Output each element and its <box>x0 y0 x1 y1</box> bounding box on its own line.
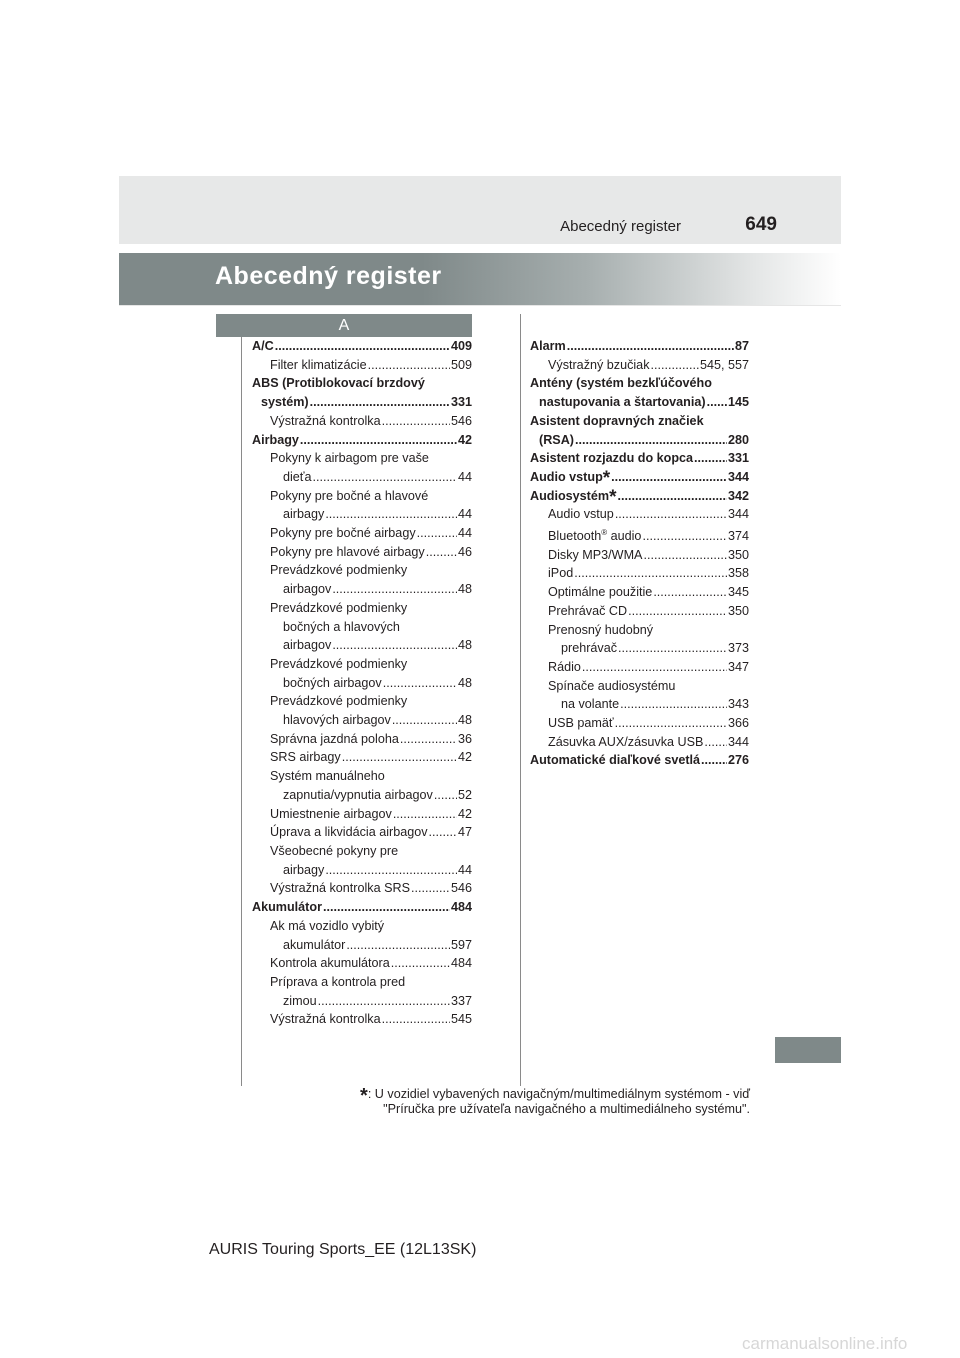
dot-leader <box>618 639 727 658</box>
dot-leader <box>434 786 457 805</box>
entry-page-number: 344 <box>727 469 749 484</box>
entry-page-number: 48 <box>457 713 472 728</box>
index-subentry <box>530 505 749 524</box>
index-left-column <box>252 337 472 1029</box>
watermark: carmanualsonline.info <box>742 1334 908 1353</box>
footnote <box>300 1087 750 1117</box>
dot-leader <box>582 658 727 677</box>
entry-text: Pokyny pre hlavové airbagy <box>270 544 425 559</box>
dot-leader <box>342 748 457 767</box>
entry-text: nastupovania a štartovania) <box>539 395 706 410</box>
entry-page-number: 42 <box>457 806 472 821</box>
entry-page-number: 546 <box>450 881 472 896</box>
index-subentry <box>252 505 472 524</box>
index-letter-header: A <box>216 314 472 337</box>
entry-page-number: 87 <box>734 339 749 353</box>
dot-leader <box>618 487 727 506</box>
index-subentry: Ak má vozidlo vybitý <box>270 918 385 933</box>
dot-leader <box>574 564 727 583</box>
chapter-thumb-tab <box>775 1037 841 1063</box>
dot-leader <box>694 449 727 468</box>
dot-leader <box>325 505 457 524</box>
entry-page-number: 342 <box>727 488 749 503</box>
dot-leader <box>325 861 457 880</box>
dot-leader <box>382 1010 450 1029</box>
entry-page-number: 546 <box>450 413 472 428</box>
entry-page-number: 509 <box>450 357 472 372</box>
index-subentry <box>530 583 749 602</box>
entry-page-number: 345 <box>727 585 749 600</box>
index-subentry <box>252 524 472 543</box>
entry-text: USB pamäť <box>548 716 614 731</box>
entry-text: SRS airbagy <box>270 750 341 765</box>
dot-leader <box>620 695 727 714</box>
entry-text: Optimálne použitie <box>548 585 653 600</box>
entry-text: A/C <box>252 339 274 353</box>
index-subentry <box>252 468 472 487</box>
dot-leader <box>300 431 457 450</box>
entry-page-number: 373 <box>727 641 749 656</box>
index-subentry <box>252 711 472 730</box>
dot-leader <box>575 431 727 450</box>
index-subentry <box>252 992 472 1011</box>
index-subentry: Prevádzkové podmienky <box>270 563 408 578</box>
index-subentry <box>530 602 749 621</box>
index-subentry <box>252 674 472 693</box>
index-entry: Antény (systém bezkľúčového <box>530 376 712 391</box>
entry-page-number: 347 <box>727 659 749 674</box>
index-entry <box>530 468 749 487</box>
index-subentry <box>252 879 472 898</box>
entry-page-number: 42 <box>457 750 472 765</box>
index-subentry <box>252 543 472 562</box>
entry-text: airbagy <box>283 507 325 522</box>
index-entry <box>252 393 472 412</box>
entry-page-number: 44 <box>457 469 472 484</box>
index-subentry: Prevádzkové podmienky <box>270 694 408 709</box>
entry-page-number: 545 <box>450 1012 472 1027</box>
entry-page-number: 46 <box>457 544 472 559</box>
entry-text: dieťa <box>283 469 312 484</box>
index-subentry: Prenosný hudobný <box>548 622 654 637</box>
entry-page-number: 366 <box>727 716 749 731</box>
dot-leader <box>653 583 727 602</box>
entry-page-number: 343 <box>727 697 749 712</box>
index-subentry <box>530 639 749 658</box>
index-entry <box>530 337 749 356</box>
index-subentry <box>252 580 472 599</box>
running-header-section-title: Abecedný register <box>560 218 681 235</box>
index-subentry <box>530 714 749 733</box>
index-subentry <box>530 546 749 565</box>
index-entry <box>252 431 472 450</box>
page-number: 649 <box>745 214 777 235</box>
entry-page-number: 350 <box>727 547 749 562</box>
index-subentry <box>252 954 472 973</box>
entry-page-number: 344 <box>727 507 749 522</box>
index-subentry: bočných a hlavových <box>283 619 400 634</box>
footnote-line-1: : U vozidiel vybavených navigačným/multimediálnym systémom - viď <box>367 1087 750 1101</box>
entry-text: (RSA) <box>539 432 574 447</box>
entry-page-number: 280 <box>727 432 749 447</box>
dot-leader <box>310 393 450 412</box>
entry-page-number: 545, 557 <box>699 357 749 372</box>
dot-leader <box>332 636 457 655</box>
dot-leader <box>643 546 727 565</box>
dot-leader <box>628 602 727 621</box>
index-subentry <box>252 805 472 824</box>
entry-text: na volante <box>561 697 620 712</box>
entry-page-number: 484 <box>450 956 472 971</box>
entry-page-number: 42 <box>457 432 472 447</box>
entry-text: Prehrávač CD <box>548 603 628 618</box>
entry-page-number: 331 <box>450 395 472 410</box>
entry-text: Výstražná kontrolka SRS <box>270 881 410 896</box>
index-subentry <box>252 1010 472 1029</box>
left-column-rule <box>241 314 242 1086</box>
dot-leader <box>392 711 457 730</box>
index-subentry <box>530 695 749 714</box>
entry-text: Výstražná kontrolka <box>270 413 381 428</box>
dot-leader <box>704 733 727 752</box>
index-subentry <box>252 356 472 375</box>
index-subentry <box>530 658 749 677</box>
index-entry <box>252 898 472 917</box>
entry-text: Disky MP3/WMA <box>548 547 643 562</box>
entry-page-number: 47 <box>457 825 472 840</box>
dot-leader <box>383 674 457 693</box>
entry-page-number: 276 <box>727 753 749 768</box>
index-subentry: Príprava a kontrola pred <box>270 974 406 989</box>
entry-text: Umiestnenie airbagov <box>270 806 392 821</box>
index-subentry: Pokyny pre bočné a hlavové <box>270 488 429 503</box>
entry-page-number: 409 <box>450 339 472 353</box>
entry-text: Rádio <box>548 659 581 674</box>
entry-page-number: 337 <box>450 993 472 1008</box>
entry-text: akumulátor <box>283 937 346 952</box>
dot-leader <box>411 879 450 898</box>
index-entry: Asistent dopravných značiek <box>530 413 704 428</box>
entry-page-number: 48 <box>457 582 472 597</box>
index-subentry: Spínače audiosystému <box>548 678 676 693</box>
dot-leader <box>332 580 457 599</box>
entry-page-number: 597 <box>450 937 472 952</box>
index-subentry <box>252 748 472 767</box>
dot-leader <box>429 823 457 842</box>
index-right-column <box>530 337 749 770</box>
entry-text: iPod <box>548 566 574 581</box>
index-subentry <box>252 786 472 805</box>
entry-text: airbagy <box>283 862 325 877</box>
entry-text: Bluetooth® audio <box>548 528 642 544</box>
index-subentry: Prevádzkové podmienky <box>270 656 408 671</box>
index-subentry <box>252 861 472 880</box>
index-subentry <box>252 412 472 431</box>
dot-leader <box>642 527 727 546</box>
entry-page-number: 145 <box>727 395 749 410</box>
entry-text: Úprava a likvidácia airbagov <box>270 825 428 840</box>
entry-page-number: 48 <box>457 675 472 690</box>
entry-text: Filter klimatizácie <box>270 357 367 372</box>
index-entry <box>530 487 749 506</box>
index-subentry <box>252 936 472 955</box>
entry-text: Automatické diaľkové svetlá <box>530 753 701 768</box>
index-subentry <box>530 564 749 583</box>
index-subentry: Všeobecné pokyny pre <box>270 843 399 858</box>
footnote-star: * <box>602 467 611 489</box>
footnote-line-2: "Príručka pre užívateľa navigačného a multimediálneho systému". <box>383 1102 750 1116</box>
entry-page-number: 36 <box>457 731 472 746</box>
entry-text: Airbagy <box>252 432 299 447</box>
entry-page-number: 44 <box>457 507 472 522</box>
entry-text: Správna jazdná poloha <box>270 731 399 746</box>
entry-text: zimou <box>283 993 317 1008</box>
entry-page-number: 484 <box>450 900 472 915</box>
dot-leader <box>611 468 727 487</box>
entry-text: Audio vstup <box>548 507 614 522</box>
index-entry <box>530 393 749 412</box>
title-banner <box>119 253 841 305</box>
footer-model-code: AURIS Touring Sports_EE (12L13SK) <box>209 1241 477 1258</box>
index-entry <box>252 337 472 356</box>
dot-leader <box>707 393 727 412</box>
index-subentry: Pokyny k airbagom pre vaše <box>270 451 429 466</box>
running-header <box>119 176 841 244</box>
footnote-marker: * <box>360 1085 368 1107</box>
dot-leader <box>615 505 727 524</box>
entry-page-number: 44 <box>457 526 472 541</box>
center-column-rule <box>520 314 521 1086</box>
dot-leader <box>391 954 450 973</box>
index-subentry <box>530 733 749 752</box>
entry-text: hlavových airbagov <box>283 713 391 728</box>
entry-text: airbagov <box>283 582 332 597</box>
entry-text: prehrávač <box>561 641 618 656</box>
index-entry <box>530 449 749 468</box>
entry-page-number: 52 <box>457 787 472 802</box>
dot-leader <box>701 751 727 770</box>
index-subentry <box>252 823 472 842</box>
index-subentry <box>252 636 472 655</box>
index-entry <box>530 751 749 770</box>
entry-text: Asistent rozjazdu do kopca <box>530 451 694 466</box>
index-subentry: Systém manuálneho <box>270 769 385 784</box>
entry-text: Audiosystém* <box>530 486 617 508</box>
dot-leader <box>417 524 457 543</box>
entry-page-number: 358 <box>727 566 749 581</box>
entry-text: bočných airbagov <box>283 675 382 690</box>
dot-leader <box>651 356 699 375</box>
dot-leader <box>393 805 457 824</box>
entry-text: Kontrola akumulátora <box>270 956 390 971</box>
entry-text: Akumulátor <box>252 900 322 915</box>
index-subentry <box>530 356 749 375</box>
entry-text: Výstražná kontrolka <box>270 1012 381 1027</box>
title-divider <box>119 305 841 306</box>
entry-text: Výstražný bzučiak <box>548 357 650 372</box>
index-entry <box>530 431 749 450</box>
dot-leader <box>615 714 727 733</box>
dot-leader <box>567 337 734 356</box>
entry-text: Zásuvka AUX/zásuvka USB <box>548 734 704 749</box>
dot-leader <box>368 356 450 375</box>
entry-text: zapnutia/vypnutia airbagov <box>283 787 433 802</box>
dot-leader <box>313 468 457 487</box>
entry-page-number: 48 <box>457 638 472 653</box>
footnote-star: * <box>609 486 617 508</box>
dot-leader <box>426 543 457 562</box>
entry-page-number: 344 <box>727 734 749 749</box>
dot-leader <box>400 730 457 749</box>
entry-page-number: 350 <box>727 603 749 618</box>
dot-leader <box>323 898 450 917</box>
entry-text: airbagov <box>283 638 332 653</box>
dot-leader <box>382 412 450 431</box>
entry-page-number: 44 <box>457 862 472 877</box>
dot-leader <box>346 936 450 955</box>
dot-leader <box>275 337 450 356</box>
index-subentry: Prevádzkové podmienky <box>270 600 408 615</box>
entry-page-number: 374 <box>727 529 749 544</box>
index-entry: ABS (Protiblokovací brzdový <box>252 376 425 391</box>
index-subentry <box>252 730 472 749</box>
entry-text: systém) <box>261 395 309 410</box>
entry-text: Pokyny pre bočné airbagy <box>270 526 416 541</box>
page-title: Abecedný register <box>215 262 442 290</box>
entry-text: Alarm <box>530 339 566 353</box>
dot-leader <box>318 992 450 1011</box>
entry-text: Audio vstup* <box>530 467 611 489</box>
index-subentry <box>530 524 749 546</box>
entry-page-number: 331 <box>727 451 749 466</box>
